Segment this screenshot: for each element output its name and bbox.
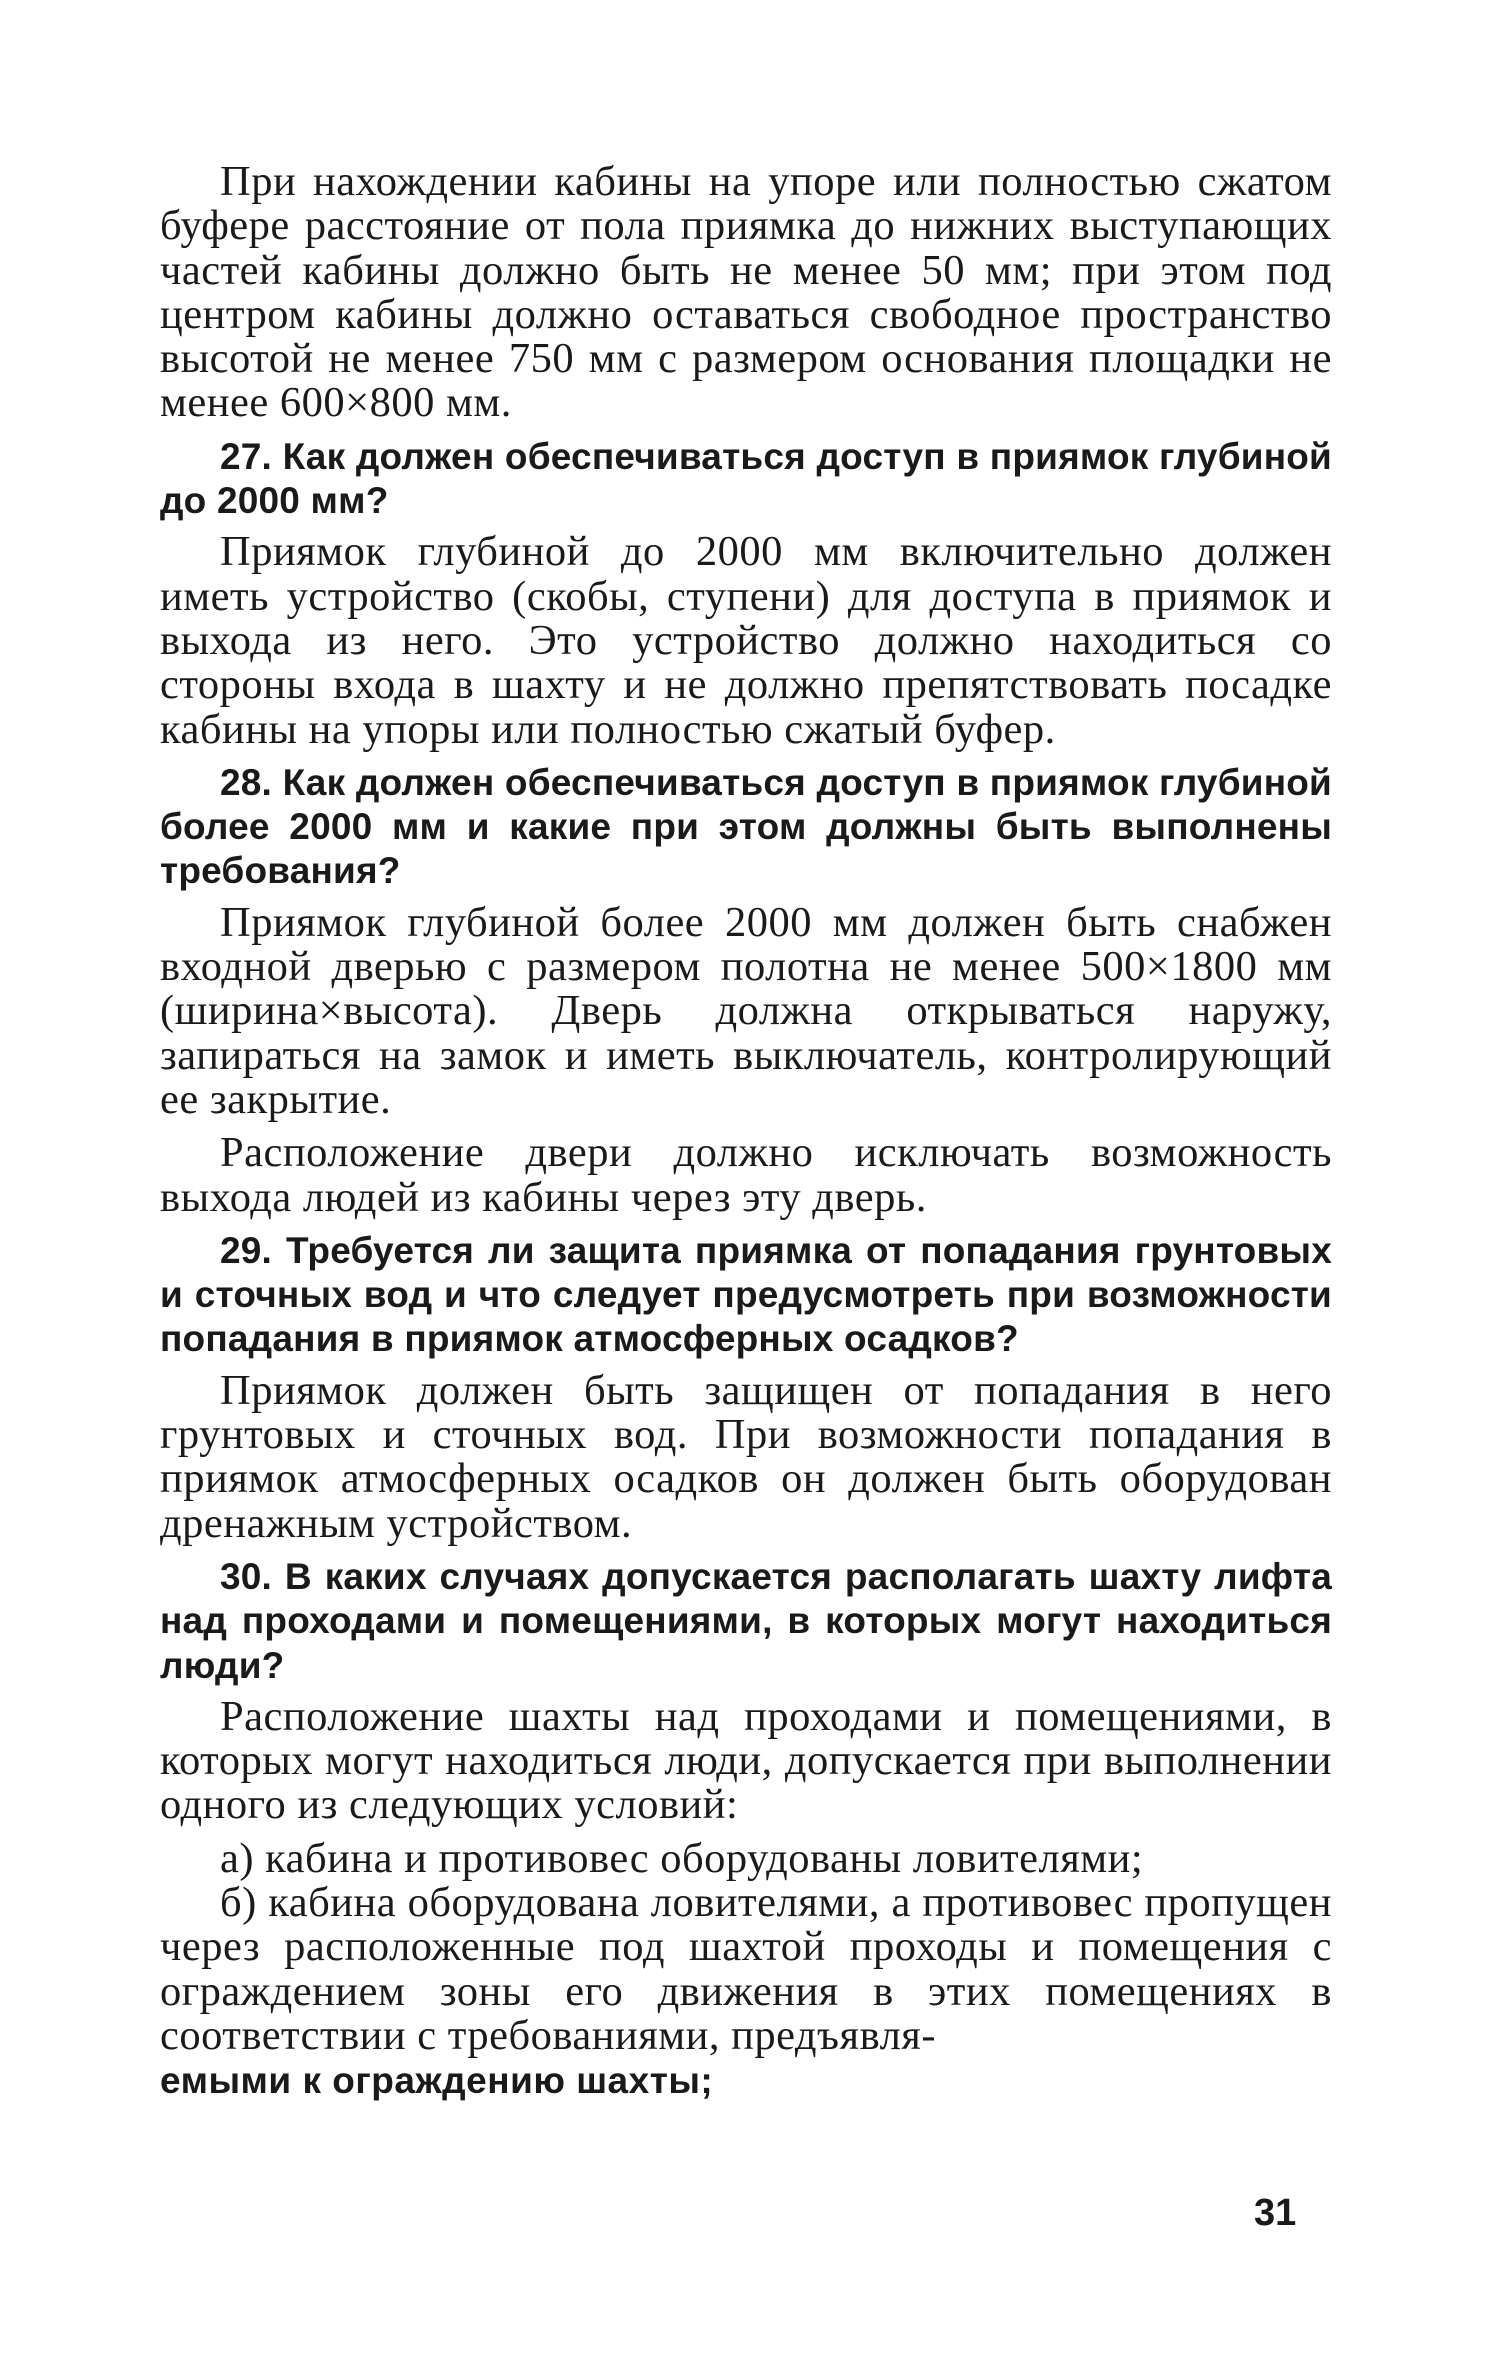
answer-28-paragraph: Приямок глубиной более 2000 мм должен быть снабжен входной дверью с размером полотна не менее 500×1800 мм (ширина×высота). Дверь должна открываться наружу, запираться на замок и иметь выключатель, контролирующий ее закрытие. bbox=[160, 898, 1332, 1123]
list-item-b bbox=[160, 1878, 1332, 2103]
paragraph-pit-clearance: При нахождении кабины на упоре или полностью сжатом буфере расстояние от пола приямка до нижних выступающих частей кабины должно быть не менее 50 мм; при этом под центром кабины должно оставаться свободное пространство высотой не менее 750 мм с размером основания площадки не менее 600×800 мм. bbox=[160, 158, 1332, 427]
question-27-heading: 27. Как должен обеспечиваться доступ в приямок глубиной до 2000 мм? bbox=[160, 435, 1332, 522]
answer-29-paragraph: Приямок должен быть защищен от попадания в него грунтовых и сточных вод. При возможности попадания в приямок атмосферных осадков он должен быть оборудован дренажным устройством. bbox=[160, 1366, 1332, 1547]
answer-30-paragraph: Расположение шахты над проходами и помещениями, в которых могут находиться люди, допускается при выполнении одного из следующих условий: bbox=[160, 1692, 1332, 1829]
question-29-heading: 29. Требуется ли защита приямка от попадания грунтовых и сточных вод и что следует предусмотреть при возможности попадания в приямок атмосферных осадков? bbox=[160, 1229, 1332, 1360]
answer-28-door-paragraph: Расположение двери должно исключать возможность выхода людей из кабины через эту дверь. bbox=[160, 1129, 1332, 1221]
list-item-b-bold-tail: емыми к ограждению шахты; bbox=[160, 2060, 714, 2102]
answer-27-paragraph: Приямок глубиной до 2000 мм включительно должен иметь устройство (скобы, ступени) для доступа в приямок и выхода из него. Это устройство должно находиться со стороны входа в шахту и не должно препятствовать посадке кабины на упоры или полностью сжатый буфер. bbox=[160, 528, 1332, 753]
question-30-heading: 30. В каких случаях допускается располагать шахту лифта над проходами и помещениями, в которых могут находиться люди? bbox=[160, 1555, 1332, 1686]
question-28-heading: 28. Как должен обеспечиваться доступ в приямок глубиной более 2000 мм и какие при этом должны быть выполнены требования? bbox=[160, 761, 1332, 892]
page-number: 31 bbox=[1254, 2192, 1297, 2234]
list-item-a: а) кабина и противовес оборудованы ловителями; bbox=[220, 1834, 1144, 1882]
page-content bbox=[160, 160, 1332, 2103]
list-item-b-text: б) кабина оборудована ловителями, а противовес пропущен через расположенные под шахтой проходы и помещения с ограждением зоны его движения в этих помещениях в соответствии с требованиями, предъявля- bbox=[160, 1878, 1332, 2059]
